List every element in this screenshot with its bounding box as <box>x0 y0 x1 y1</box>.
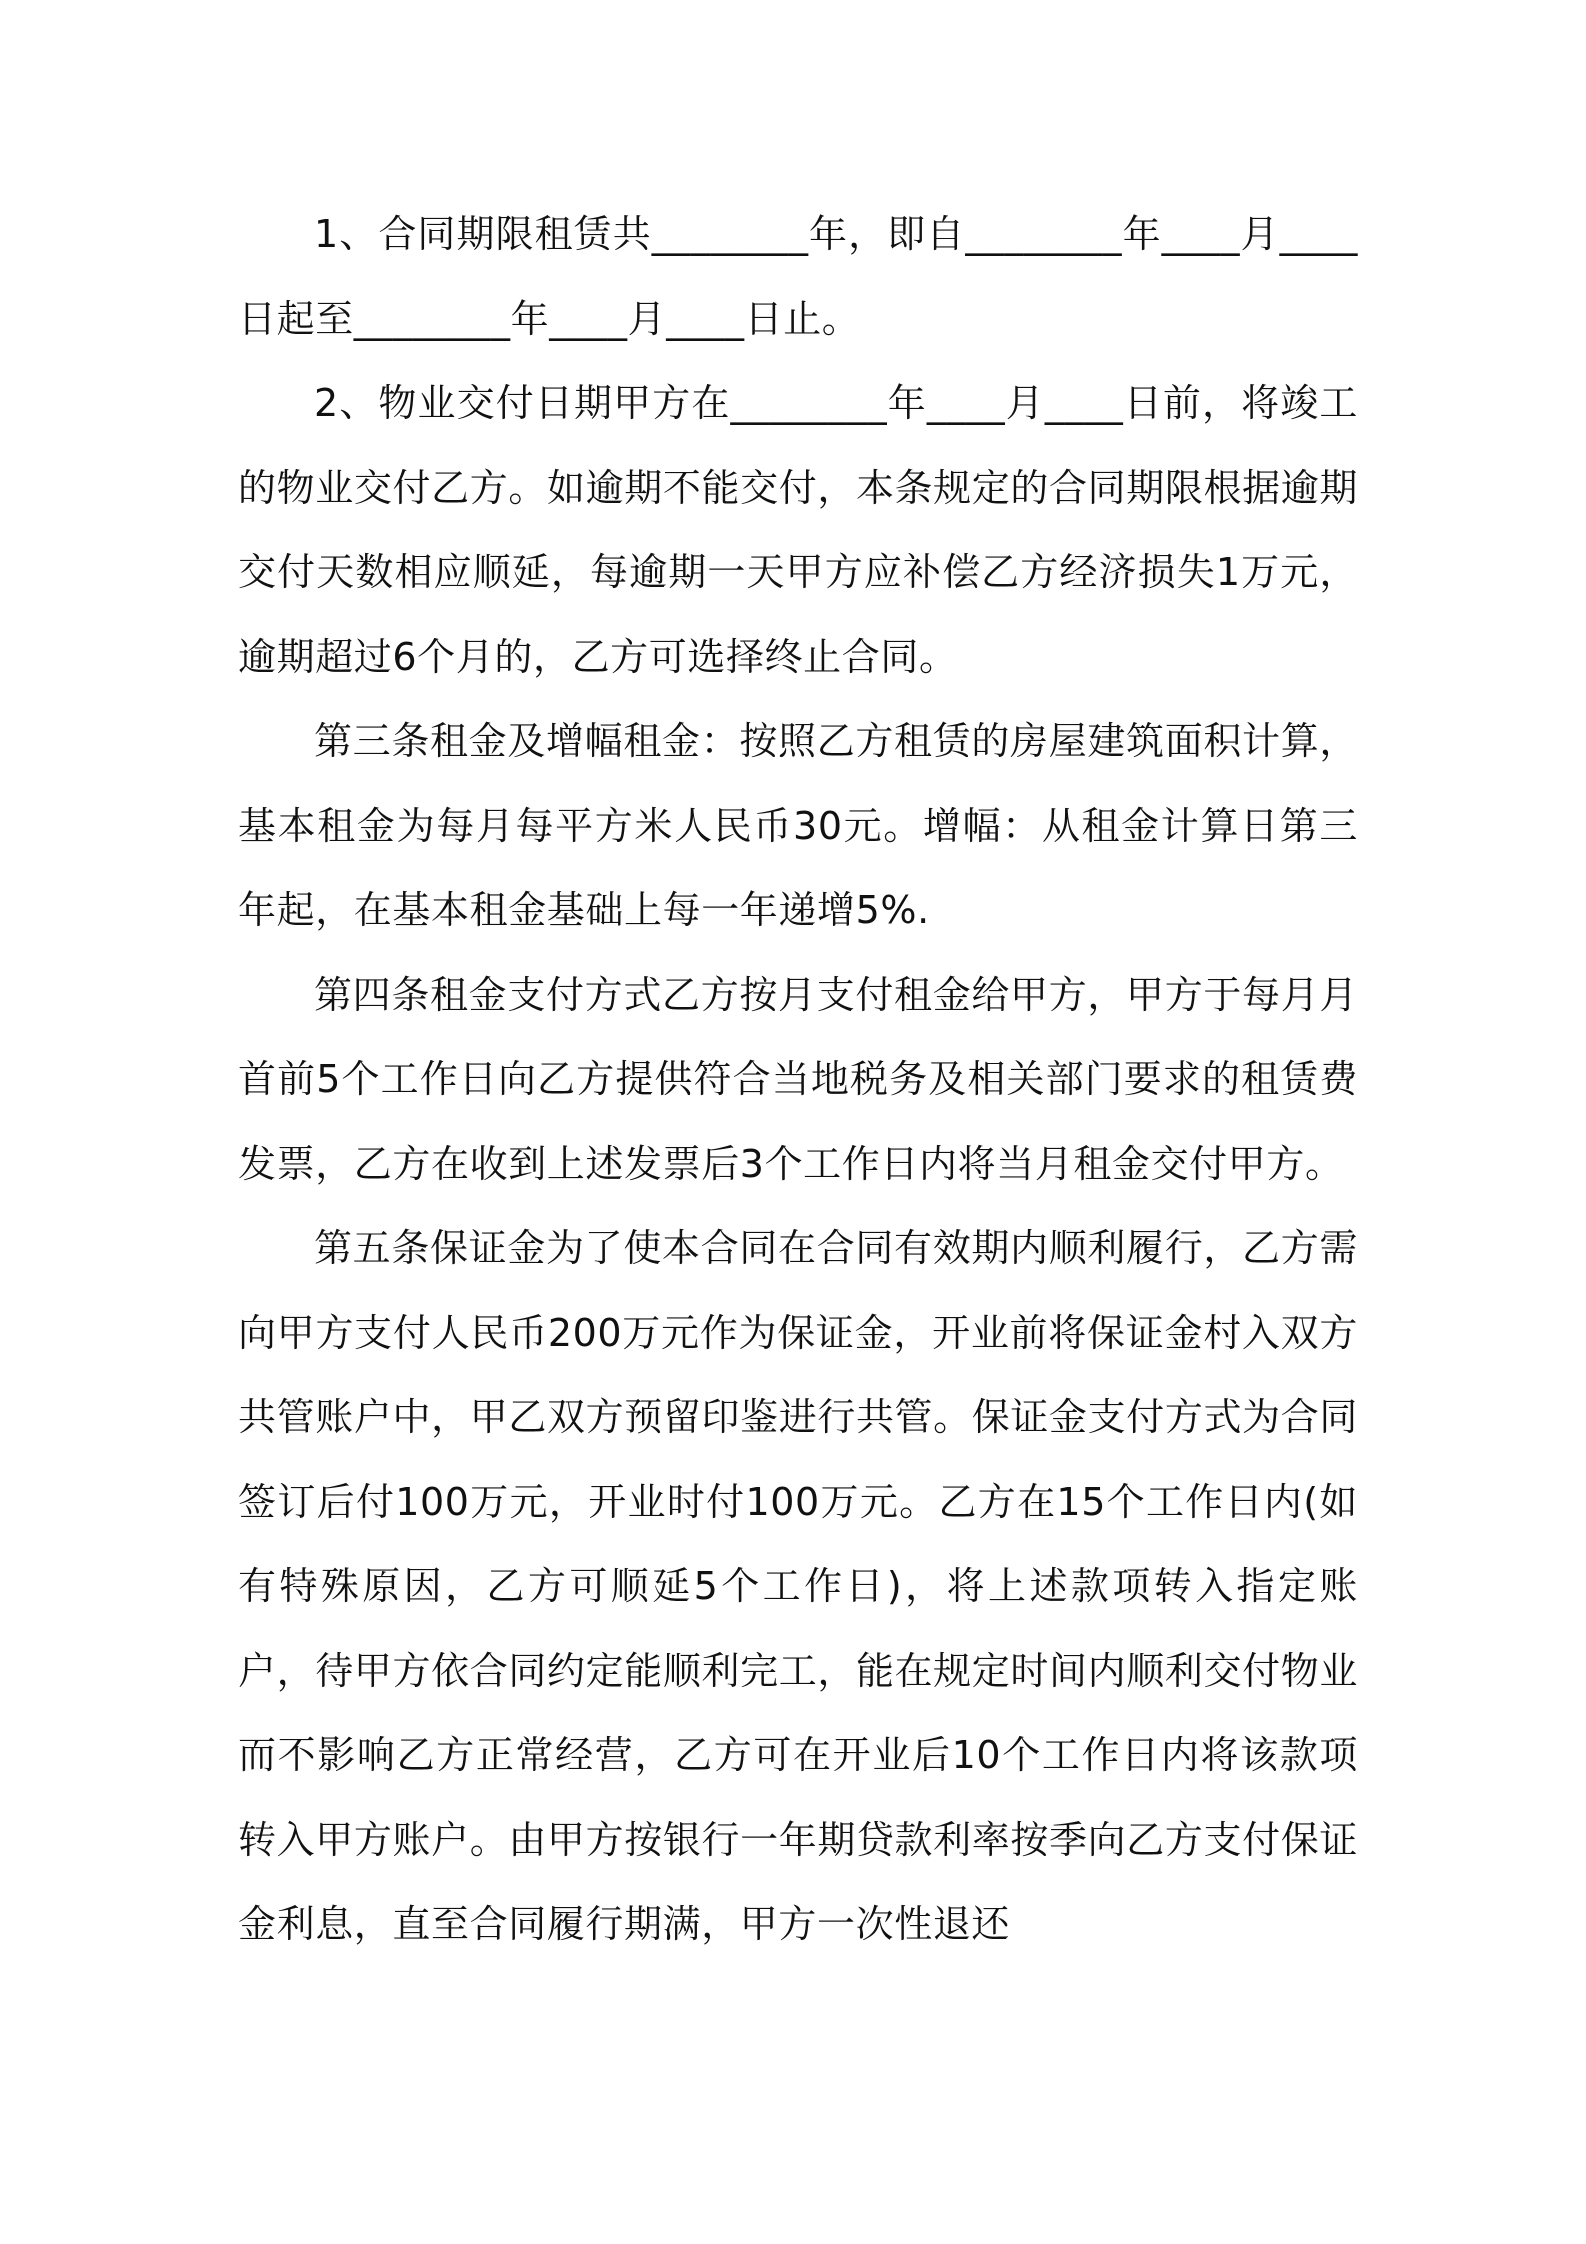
paragraph-article-5-deposit: 第五条保证金为了使本合同在合同有效期内顺利履行，乙方需向甲方支付人民币200万元作为保证金，开业前将保证金村入双方共管账户中，甲乙双方预留印鉴进行共管。保证金支付方式为合同签订后付100万元，开业时付100万元。乙方在15个工作日内(如有特殊原因，乙方可顺延5个工作日)，将上述款项转入指定账户，待甲方依合同约定能顺利完工，能在规定时间内顺利交付物业而不影响乙方正常经营，乙方可在开业后10个工作日内将该款项转入甲方账户。由甲方按银行一年期贷款利率按季向乙方支付保证金利息，直至合同履行期满，甲方一次性退还 <box>238 1226 1358 1946</box>
paragraph-contract-term: 1、合同期限租赁共________年，即自________年____月____日起至________年____月____日止。 <box>238 212 1358 341</box>
document-body <box>238 192 1358 1967</box>
paragraph-article-3-rent: 第三条租金及增幅租金：按照乙方租赁的房屋建筑面积计算，基本租金为每月每平方米人民币30元。增幅：从租金计算日第三年起，在基本租金基础上每一年递增5%. <box>238 719 1358 932</box>
paragraph-delivery-date: 2、物业交付日期甲方在________年____月____日前，将竣工的物业交付乙方。如逾期不能交付，本条规定的合同期限根据逾期交付天数相应顺延，每逾期一天甲方应补偿乙方经济损失1万元，逾期超过6个月的，乙方可选择终止合同。 <box>238 381 1358 679</box>
paragraph-article-4-payment: 第四条租金支付方式乙方按月支付租金给甲方，甲方于每月月首前5个工作日向乙方提供符合当地税务及相关部门要求的租赁费发票，乙方在收到上述发票后3个工作日内将当月租金交付甲方。 <box>238 972 1358 1186</box>
